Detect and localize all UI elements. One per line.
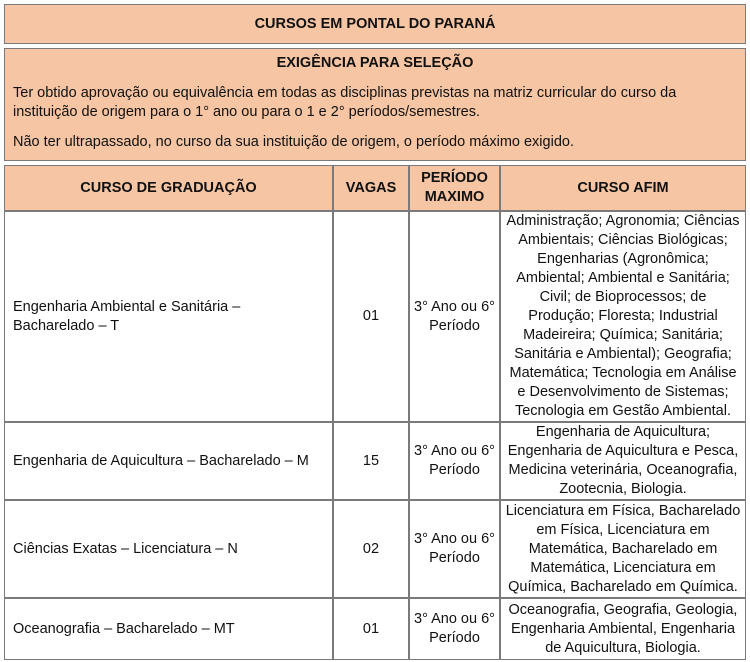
row-1-related: Administração; Agronomia; Ciências Ambientais; Ciências Biológicas; Engenharias (Agronômica; Ambiental; Ambiental e Sanitária; Civil; de Bioprocessos; de Produção; Floresta; Industrial Madeireira; Química; Sanitária; Sanitária e Ambiental); Geografia; Matemática; Tecnologia em Análise e Desenvolvimento de Sistemas; Tecnologia em Gestão Ambiental.	[500, 211, 746, 422]
page-title: CURSOS EM PONTAL DO PARANÁ	[4, 4, 746, 44]
row-2-related: Engenharia de Aquicultura; Engenharia de Aquicultura e Pesca, Medicina veterinária, Oceanografia, Zootecnia, Biologia.	[500, 422, 746, 500]
header-related: CURSO AFIM	[500, 165, 746, 211]
header-period: PERÍODO MAXIMO	[409, 165, 500, 211]
requirements-section	[4, 48, 746, 161]
row-3-related: Licenciatura em Física, Bacharelado em Física, Licenciatura em Matemática, Bacharelado em Matemática, Licenciatura em Química, Bacharelado em Química.	[500, 500, 746, 598]
row-4-vacancies: 01	[333, 598, 409, 660]
row-4-related: Oceanografia, Geografia, Geologia, Engenharia Ambiental, Engenharia de Aquicultura, Biologia.	[500, 598, 746, 660]
row-3-vacancies: 02	[333, 500, 409, 598]
row-1-period: 3° Ano ou 6° Período	[409, 211, 500, 422]
row-1-course: Engenharia Ambiental e Sanitária – Bacharelado – T	[4, 211, 333, 422]
requirements-paragraph-2: Não ter ultrapassado, no curso da sua instituição de origem, o período máximo exigido.	[13, 134, 574, 150]
row-2-vacancies: 15	[333, 422, 409, 500]
requirements-paragraph-1: Ter obtido aprovação ou equivalência em todas as disciplinas previstas na matriz curricular do curso da instituição de origem para o 1° ano ou para o 1 e 2° períodos/semestres.	[13, 85, 677, 120]
requirements-heading: EXIGÊNCIA PARA SELEÇÃO	[276, 55, 474, 71]
header-course: CURSO DE GRADUAÇÃO	[4, 165, 333, 211]
row-2-period: 3° Ano ou 6° Período	[409, 422, 500, 500]
row-4-course: Oceanografia – Bacharelado – MT	[4, 598, 333, 660]
header-vacancies: VAGAS	[333, 165, 409, 211]
row-2-course: Engenharia de Aquicultura – Bacharelado – M	[4, 422, 333, 500]
row-4-period: 3° Ano ou 6° Período	[409, 598, 500, 660]
row-3-period: 3° Ano ou 6° Período	[409, 500, 500, 598]
row-3-course: Ciências Exatas – Licenciatura – N	[4, 500, 333, 598]
row-1-vacancies: 01	[333, 211, 409, 422]
